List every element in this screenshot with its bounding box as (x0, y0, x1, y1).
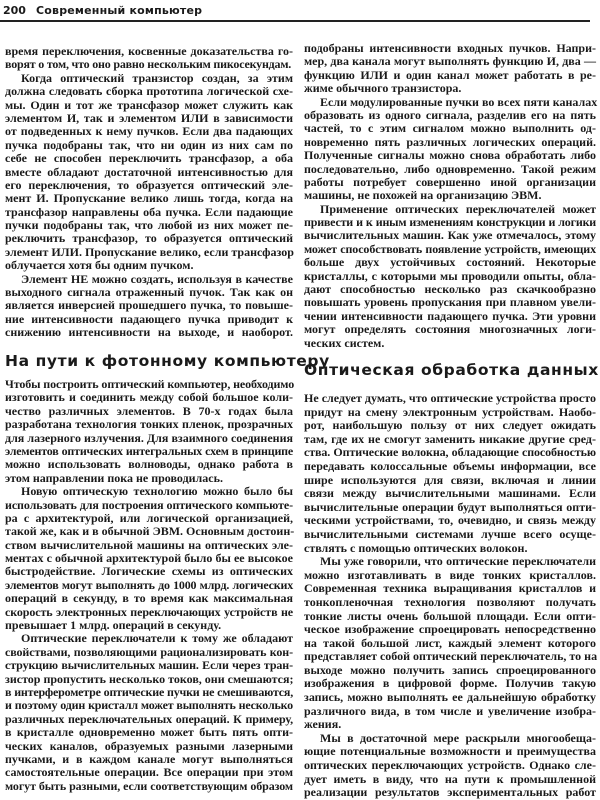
text-line: элементом И, так и элементом ИЛИ в зависимости (5, 110, 293, 125)
text-line: вместе обладают достаточной интенсивностью для (5, 164, 293, 179)
text-line: его переключения, то образуется оптический эле- (5, 177, 293, 192)
text-line: рот, наибольшую пользу от них следует ожидать (304, 418, 596, 433)
text-line: быстродействие. Логические схемы из оптических (5, 564, 293, 579)
text-line: Оптические переключатели к тому же обладают (21, 631, 293, 646)
text-line: самостоятельные операции. Все операции при этом (5, 765, 293, 780)
text-line: мы. Один и тот же трансфазор может служить как (5, 97, 293, 112)
text-line: Мы в достаточной мере раскрыли многообеща- (320, 730, 596, 745)
text-line: разработана технология тонких пленок, прозрачных (5, 417, 293, 432)
text-line: может способствовать появление устройств, имеющих (304, 241, 596, 256)
page-number: 200 (3, 4, 26, 17)
text-line: оптических переключающих устройств. Однако сле- (304, 758, 596, 773)
text-line: элементов могут выполнять до 1000 млрд. логических (5, 577, 293, 592)
text-line: и поэтому один кристалл может выполнять несколько (5, 698, 293, 713)
text-line: является инверсией прошедшего пучка, то повыше- (5, 298, 293, 313)
text-line: чество различных элементов. В 70-х годах была (5, 403, 293, 418)
text-line: операций в секунду, в то время как максимальная (5, 591, 293, 606)
paragraph (5, 632, 293, 793)
text-line: придут на смену электронным устройствам. Наобо- (304, 404, 596, 419)
text-line: превышает 1 млрд. операций в секунду. (5, 618, 222, 633)
text-line: последовательно, либо одновременно. Такой режим (304, 161, 596, 176)
text-line: ческими устройствами, то, очевидно, и связь между (304, 513, 596, 528)
text-line: частей, то с этим сигналом можно выполнить од- (304, 121, 596, 136)
paragraph (5, 72, 293, 273)
text-line: Элемент НЕ можно создать, используя в качестве (21, 271, 293, 286)
text-line: от подведенных к нему пучков. Если два падающих (5, 124, 293, 139)
text-line: ющие потенциальные возможности и преимущества (304, 744, 596, 759)
text-line: запись, можно выполнять ее дальнейшую обработку (304, 690, 596, 705)
text-line: зистор пропустить несколько токов, они смешаются; (5, 671, 294, 686)
text-line: кристаллы, с которыми мы проводили опыты, обла- (304, 268, 596, 283)
text-line: чении интенсивности падающего пучка. Эти уровни (304, 308, 596, 323)
paragraph (304, 203, 596, 350)
text-line: вычислительных машин. Как уже отмечалось, этому (304, 228, 596, 243)
text-line: различных переключательных операций. К примеру, (5, 711, 293, 726)
text-line: должна следовать сборка прототипа логической схе- (5, 84, 293, 99)
text-line: работы потребует совершенно иной организации (304, 174, 596, 189)
text-line: Если модулированные пучки во всех пяти каналах (320, 94, 598, 109)
text-line: жиме обычного транзистора. (304, 81, 462, 96)
text-line: выходного сигнала отраженный пучок. Так как он (5, 285, 293, 300)
left-column-bottom-text (5, 378, 293, 793)
text-line: снижению интенсивности на выходе, и наоборот. (5, 325, 293, 340)
text-line: образовать из одного сигнала, разделив его на пять (304, 107, 596, 122)
text-line: струкцию вычислительных машин. Если через тран- (5, 658, 293, 673)
text-line: пучки подобраны так, что любой из них может пе- (5, 218, 293, 233)
text-line: дует иметь в виду, что на пути к промышленной (304, 771, 596, 786)
text-line: для лазерного излучения. Для взаимного соединения (5, 430, 293, 445)
right-column-top-text (304, 42, 596, 350)
text-line: трансфазор направлены оба пучка. Если падающие (5, 204, 293, 219)
left-column-top-text (5, 45, 293, 340)
header-rule (0, 20, 590, 22)
text-line: машины, не похожей на организацию ЭВМ. (304, 188, 542, 203)
text-line: различного вида, в том числе и увеличение изобра- (304, 703, 596, 718)
text-line: ческое изображение спроецировать непосредственно (304, 622, 596, 637)
text-line: время переключения, косвенные доказательства го- (5, 44, 293, 58)
text-line: ства. Оптические волокна, обладающие способностью (304, 445, 596, 460)
text-line: шире используются для связи, включая и линии (304, 472, 596, 487)
text-line: можно использовать волноводы, однако работа в (5, 457, 293, 472)
right-column-bottom-text (304, 392, 596, 800)
text-line: реключить трансфазор, то образуется оптический (5, 231, 293, 246)
text-line: там, где их не смогут заменить никакие другие сред- (304, 431, 596, 446)
text-line: изображения в цифровой форме. Получив такую (304, 676, 596, 691)
text-line: ческих каналов, образуемых разными лазерными (5, 738, 293, 753)
text-line: ние интенсивности падающего пучка приводит к (5, 311, 293, 326)
paragraph (304, 555, 596, 732)
paragraph (304, 392, 596, 555)
text-line: ментах с обычной архитектурой было бы ее высокое (5, 551, 293, 566)
text-line: жения. (304, 717, 342, 732)
text-line: тонкие листы очень большой площади. Если опти- (304, 608, 596, 623)
text-line: выходе можно получить запись спроецированного (304, 662, 596, 677)
text-line: Когда оптический транзистор создан, за этим (21, 70, 293, 85)
text-line: на такой большой лист, каждый элемент которого (304, 635, 596, 650)
text-line: связи между вычислительными машинами. Если (304, 486, 596, 501)
text-line: вычислительные операции будут выполняться опти- (304, 499, 596, 514)
text-line: функцию ИЛИ и один канал может работать в ре- (304, 67, 596, 82)
text-line: использовать для построения оптического компьюте- (5, 497, 293, 512)
paragraph (304, 732, 596, 800)
text-line: Чтобы построить оптический компьютер, необходимо (5, 377, 295, 391)
text-line: Современная техника выращивания кристаллов и (304, 581, 596, 596)
text-line: облучается хотя бы одним пучком. (5, 258, 194, 273)
text-line: могут быть разными, если соответствующим образом (5, 778, 293, 793)
text-line: изготовить и соединить между собой большое коли- (5, 390, 293, 405)
text-line: повышать уровень пропускания при плавном увели- (304, 295, 596, 310)
paragraph (5, 45, 293, 72)
text-line: новременно пять различных логических операций. (304, 134, 596, 149)
text-line: можно изготавливать в виде тонких кристаллов. (304, 567, 596, 582)
paragraph (5, 485, 293, 632)
text-line: передавать колоссальные объемы информации, все (304, 458, 596, 473)
paragraph (304, 42, 596, 96)
text-line: в интерферометре оптические пучки не смешиваются, (5, 684, 293, 699)
text-line: представляет собой оптический переключатель, то на (304, 649, 598, 664)
text-line: элементов оптических интегральных схем в принципе (5, 443, 293, 458)
text-line: больше двух устойчивых состояний. Некоторые (304, 255, 596, 270)
text-line: Применение оптических переключателей может (320, 201, 596, 216)
text-line: свойствами, позволяющими рационализировать кон- (5, 644, 293, 659)
text-line: ством вычислительной машины на оптических эле- (5, 537, 293, 552)
text-line: Новую оптическую технологию можно было бы (21, 484, 293, 499)
text-line: ческих систем. (304, 335, 385, 350)
text-line: Мы уже говорили, что оптические переключатели (320, 554, 596, 569)
paragraph (304, 96, 596, 203)
text-line: элемент ИЛИ. Пропускание велико, если трансфазор (5, 244, 294, 259)
text-line: этом направлении пока не проводилась. (5, 470, 223, 485)
running-title: Современный компьютер (36, 4, 203, 17)
text-line: в кристалле одновременно может быть пять опти- (5, 725, 293, 740)
text-line: ра с архитектурой, или логической организацией, (5, 510, 293, 525)
text-line: пучками, и в каждом канале могут выполняться (5, 751, 293, 766)
section-heading-photonic-computer: На пути к фотонному компьютеру (5, 352, 330, 370)
text-line: ворят о том, что оно равно нескольким пикосекундам. (5, 57, 292, 72)
text-line: мент И. Пропускание велико лишь тогда, когда на (5, 191, 293, 206)
paragraph (5, 273, 293, 340)
text-line: дают способностью несколько раз скачкообразно (304, 282, 596, 297)
text-line: себе не способен переключить трансфазор, а оба (5, 151, 293, 166)
text-line: привести и к иным изменениям конструкции и логики (304, 215, 596, 230)
text-line: скорость электронных переключающих устройств не (5, 604, 293, 619)
paragraph (5, 378, 293, 485)
text-line: Полученные сигналы можно снова обработать либо (304, 148, 596, 163)
text-line: Не следует думать, что оптические устройства просто (304, 391, 596, 405)
section-heading-optical-data-processing: Оптическая обработка данных (304, 361, 599, 379)
text-line: такой же, как и в обычной ЭВМ. Основным достоин- (5, 524, 295, 539)
text-line: могут определять состояния многозначных логи- (304, 322, 596, 337)
text-line: реализации результатов экспериментальных работ (304, 785, 596, 800)
text-line: ствлять с помощью оптических волокон. (304, 540, 528, 555)
text-line: мер, два канала могут выполнять функцию И, два — (304, 54, 596, 69)
text-line: пучка подобраны так, что ни один из них сам по (5, 137, 293, 152)
text-line: тонкопленочная технология позволяют получать (304, 594, 596, 609)
text-line: подобраны интенсивности входных пучков. Напри- (304, 41, 596, 55)
text-line: вычислительными системами лучше всего осуще- (304, 526, 596, 541)
